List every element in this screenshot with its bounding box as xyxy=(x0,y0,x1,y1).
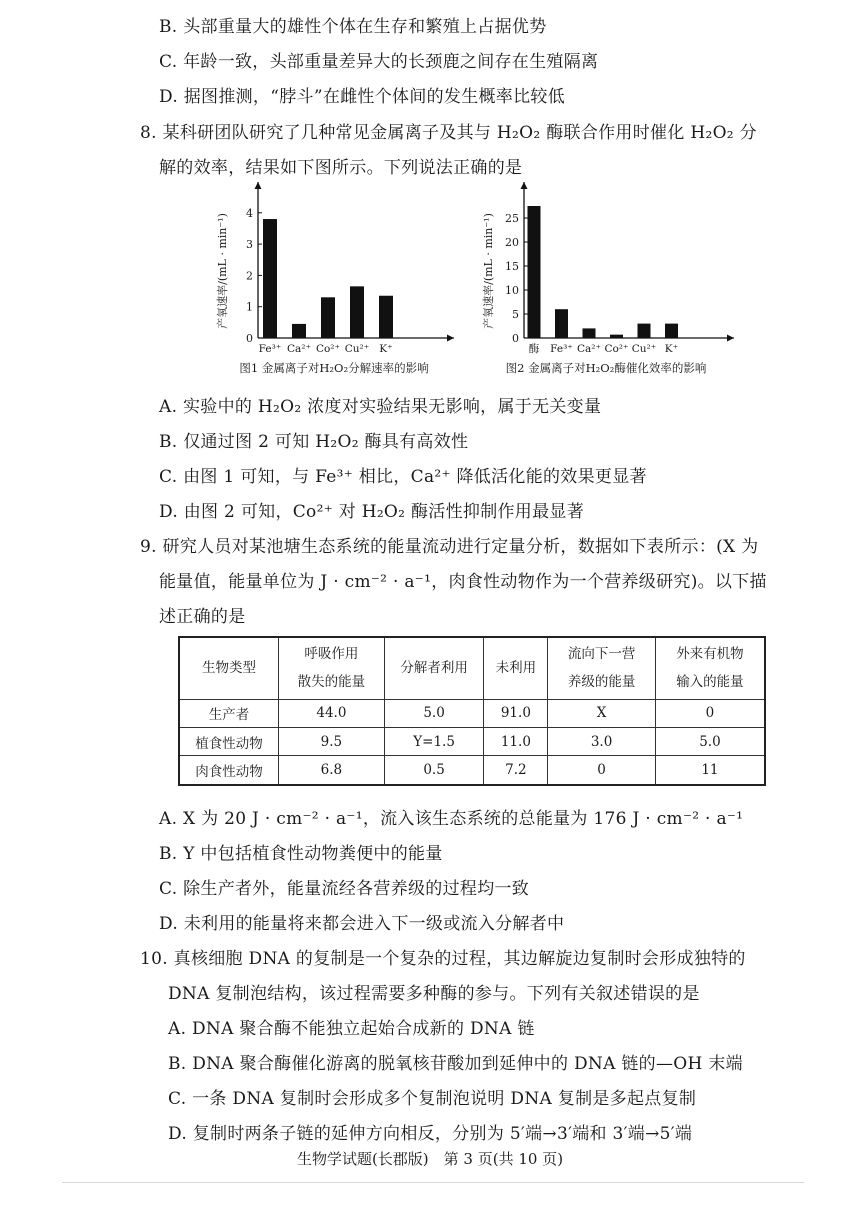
table-header-row xyxy=(179,637,765,699)
table-cell: 44.0 xyxy=(279,699,385,727)
option-10a: A. DNA 聚合酶不能独立起始合成新的 DNA 链 xyxy=(168,1019,535,1039)
table-cell: Y=1.5 xyxy=(384,727,484,755)
option-7d: D. 据图推测，“脖斗”在雌性个体间的发生概率比较低 xyxy=(159,87,566,107)
table-cell: 0 xyxy=(655,699,765,727)
table-cell: 肉食性动物 xyxy=(179,756,279,785)
x-axis-arrow xyxy=(447,335,454,342)
x-tick-label: K⁺ xyxy=(379,343,393,355)
chart-caption: 图2 金属离子对H₂O₂酶催化效率的影响 xyxy=(505,361,707,375)
x-tick-label: Ca²⁺ xyxy=(286,343,312,355)
table-cell: 6.8 xyxy=(279,756,385,785)
y-tick-label: 5 xyxy=(512,308,519,321)
chart-caption: 图1 金属离子对H₂O₂分解速率的影响 xyxy=(239,361,429,375)
option-8d: D. 由图 2 可知，Co²⁺ 对 H₂O₂ 酶活性抑制作用最显著 xyxy=(159,502,584,522)
y-tick-label: 3 xyxy=(246,238,253,252)
x-tick-label: Co²⁺ xyxy=(604,343,629,355)
table-cell: 9.5 xyxy=(279,727,385,755)
table-header-cell: 生物类型 xyxy=(179,637,279,699)
question-8-stem-line2: 解的效率，结果如下图所示。下列说法正确的是 xyxy=(159,158,523,178)
bar xyxy=(583,328,596,338)
option-8c: C. 由图 1 可知，与 Fe³⁺ 相比，Ca²⁺ 降低活化能的效果更显著 xyxy=(159,467,647,487)
option-8a: A. 实验中的 H₂O₂ 浓度对实验结果无影响，属于无关变量 xyxy=(159,397,602,417)
x-tick-label: Cu²⁺ xyxy=(631,343,657,355)
bar xyxy=(379,296,393,338)
y-tick-label: 15 xyxy=(505,260,519,273)
table-cell: 生产者 xyxy=(179,699,279,727)
question-10-stem-line1: 10. 真核细胞 DNA 的复制是一个复杂的过程，其边解旋边复制时会形成独特的 xyxy=(140,949,746,969)
table-header-cell: 呼吸作用 散失的能量 xyxy=(279,637,385,699)
table-header-cell: 分解者利用 xyxy=(384,637,484,699)
chart-figure-2 xyxy=(478,182,740,382)
y-tick-label: 10 xyxy=(505,284,519,297)
table-cell: 5.0 xyxy=(655,727,765,755)
page-footer: 生物学试题(长郡版) 第 3 页(共 10 页) xyxy=(296,1150,564,1168)
x-tick-label: K⁺ xyxy=(664,343,679,355)
x-tick-label: Fe³⁺ xyxy=(258,343,282,355)
y-axis-label: 产氧速率/(mL · min⁻¹) xyxy=(482,213,495,329)
table-cell: 91.0 xyxy=(484,699,548,727)
y-axis-arrow xyxy=(255,182,262,189)
bar xyxy=(292,324,306,338)
table-cell: 0 xyxy=(548,756,656,785)
option-9a: A. X 为 20 J · cm⁻² · a⁻¹，流入该生态系统的总能量为 176 J · cm⁻² · a⁻¹ xyxy=(159,809,744,829)
question-9-stem-line1: 9. 研究人员对某池塘生态系统的能量流动进行定量分析，数据如下表所示：(X 为 xyxy=(140,537,759,557)
option-10d: D. 复制时两条子链的延伸方向相反，分别为 5′端→3′端和 3′端→5′端 xyxy=(168,1124,693,1144)
energy-flow-table xyxy=(178,636,766,786)
option-10c: C. 一条 DNA 复制时会形成多个复制泡说明 DNA 复制是多起点复制 xyxy=(168,1089,697,1109)
bar xyxy=(665,324,678,338)
y-tick-label: 0 xyxy=(512,332,519,345)
question-10-stem-line2: DNA 复制泡结构，该过程需要多种酶的参与。下列有关叙述错误的是 xyxy=(168,984,700,1004)
table-cell: 11 xyxy=(655,756,765,785)
x-tick-label: Ca²⁺ xyxy=(576,343,602,355)
table-row xyxy=(179,699,765,727)
bar xyxy=(321,297,335,338)
table-cell: 11.0 xyxy=(484,727,548,755)
x-tick-label: Fe³⁺ xyxy=(550,343,573,355)
option-10b: B. DNA 聚合酶催化游离的脱氧核苷酸加到延伸中的 DNA 链的—OH 末端 xyxy=(168,1054,743,1074)
bar xyxy=(610,335,623,338)
x-tick-label: 酶 xyxy=(528,343,540,355)
table-row xyxy=(179,756,765,785)
table-cell: 5.0 xyxy=(384,699,484,727)
table-row xyxy=(179,727,765,755)
option-9b: B. Y 中包括植食性动物粪便中的能量 xyxy=(159,844,443,864)
table-cell: 植食性动物 xyxy=(179,727,279,755)
x-axis-arrow xyxy=(727,335,734,342)
option-7c: C. 年龄一致，头部重量差异大的长颈鹿之间存在生殖隔离 xyxy=(159,52,599,72)
y-axis-arrow xyxy=(521,182,528,189)
option-9d: D. 未利用的能量将来都会进入下一级或流入分解者中 xyxy=(159,914,565,934)
y-tick-label: 2 xyxy=(246,269,253,283)
bar xyxy=(528,206,541,338)
y-tick-label: 20 xyxy=(505,236,519,249)
table-cell: 7.2 xyxy=(484,756,548,785)
question-8-stem-line1: 8. 某科研团队研究了几种常见金属离子及其与 H₂O₂ 酶联合作用时催化 H₂O₂ 分 xyxy=(140,123,757,143)
question-9-stem-line2: 能量值，能量单位为 J · cm⁻² · a⁻¹，肉食性动物作为一个营养级研究)。以下描 xyxy=(159,572,767,592)
chart-figure-1 xyxy=(212,182,460,382)
option-8b: B. 仅通过图 2 可知 H₂O₂ 酶具有高效性 xyxy=(159,432,469,452)
table-header-cell: 流向下一营 养级的能量 xyxy=(548,637,656,699)
y-tick-label: 25 xyxy=(505,212,519,225)
table-header-cell: 未利用 xyxy=(484,637,548,699)
bar xyxy=(555,309,568,338)
question-9-stem-line3: 述正确的是 xyxy=(159,607,246,627)
y-tick-label: 0 xyxy=(246,332,253,345)
y-tick-label: 4 xyxy=(246,206,253,220)
option-9c: C. 除生产者外，能量流经各营养级的过程均一致 xyxy=(159,879,530,899)
option-7b: B. 头部重量大的雄性个体在生存和繁殖上占据优势 xyxy=(159,17,547,37)
bar xyxy=(350,286,364,338)
footer-divider xyxy=(62,1182,804,1183)
table-cell: X xyxy=(548,699,656,727)
y-axis-label: 产氧速率/(mL · min⁻¹) xyxy=(216,213,229,329)
y-tick-label: 1 xyxy=(246,300,253,314)
table-cell: 3.0 xyxy=(548,727,656,755)
table-cell: 0.5 xyxy=(384,756,484,785)
table-header-cell: 外来有机物 输入的能量 xyxy=(655,637,765,699)
x-tick-label: Cu²⁺ xyxy=(344,343,370,355)
bar xyxy=(638,324,651,338)
bar xyxy=(263,219,277,338)
x-tick-label: Co²⁺ xyxy=(315,343,341,355)
